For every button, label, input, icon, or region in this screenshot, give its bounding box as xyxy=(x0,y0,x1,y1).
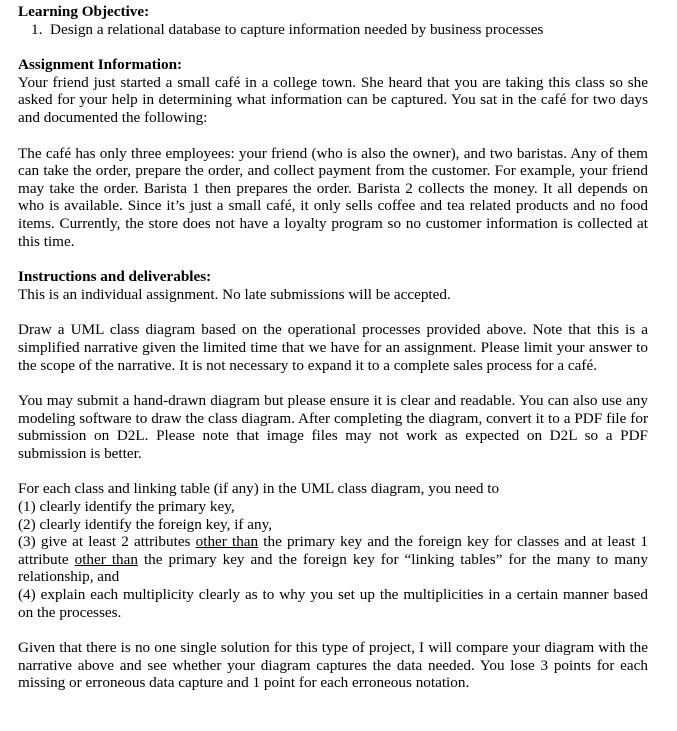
requirements-intro: For each class and linking table (if any) in the UML class diagram, you need to xyxy=(18,480,500,498)
objective-item-number: 1. xyxy=(31,20,43,38)
assignment-document xyxy=(18,3,648,692)
grading-paragraph: Given that there is no one single solution for this type of project, I will compare your diagram with the narrative above and see whether your diagram captures the data needed. You lose 3 points for each missing or erroneous data capture and 1 point for each erroneous notation. xyxy=(18,639,648,692)
individual-assignment-paragraph: This is an individual assignment. No late submissions will be accepted. xyxy=(18,285,451,303)
learning-objective-heading: Learning Objective: xyxy=(18,3,150,20)
requirement-item-3-part-a: (3) give at least 2 attributes xyxy=(18,533,196,551)
requirement-item-3-part-c: the primary key and the foreign key for “linking tables” for the many to many relationship, and xyxy=(18,550,648,586)
learning-objective-item xyxy=(18,21,648,39)
instructions-heading: Instructions and deliverables: xyxy=(18,268,212,286)
objective-item-text: Design a relational database to capture information needed by business processes xyxy=(50,20,544,38)
cafe-narrative-paragraph: The café has only three employees: your friend (who is also the owner), and two baristas. Any of them can take the order, prepare the order, and collect payment from the customer. For example, your friend may take the order. Barista 1 then prepares the order. Barista 2 collects the money. It all depends on who is available. Since it’s just a small café, it only sells coffee and tea related products and no food items. Currently, the store does not have a loyalty program so no customer information is collected at this time. xyxy=(18,144,648,250)
assignment-information-heading: Assignment Information: xyxy=(18,56,183,74)
requirements-list xyxy=(18,480,648,621)
requirement-item-3-underline-2: other than xyxy=(74,550,138,568)
draw-diagram-paragraph: Draw a UML class diagram based on the operational processes provided above. Note that this is a simplified narrative given the limited time that we have for an assignment. Please limit your answer to the scope of the narrative. It is not necessary to expand it to a complete sales process for a café. xyxy=(18,321,648,374)
submission-paragraph: You may submit a hand-drawn diagram but please ensure it is clear and readable. You can also use any modeling software to draw the class diagram. After completing the diagram, convert it to a PDF file for submission on D2L. Please note that image files may not work as expected on D2L so a PDF submission is better. xyxy=(18,392,648,462)
assignment-intro-paragraph: Your friend just started a small café in a college town. She heard that you are taking this class so she asked for your help in determining what information can be captured. You sat in the café for two days and documented the following: xyxy=(18,73,648,126)
requirement-item-2: (2) clearly identify the foreign key, if any, xyxy=(18,515,273,533)
requirement-item-3-part-b: the primary key and the foreign key for classes and at least 1 attribute xyxy=(18,533,648,568)
requirement-item-3 xyxy=(18,533,648,586)
requirement-item-1: (1) clearly identify the primary key, xyxy=(18,498,235,516)
requirement-item-3-underline-1: other than xyxy=(195,533,259,551)
requirement-item-4: (4) explain each multiplicity clearly as to why you set up the multiplicities in a certain manner based on the processes. xyxy=(18,586,648,621)
